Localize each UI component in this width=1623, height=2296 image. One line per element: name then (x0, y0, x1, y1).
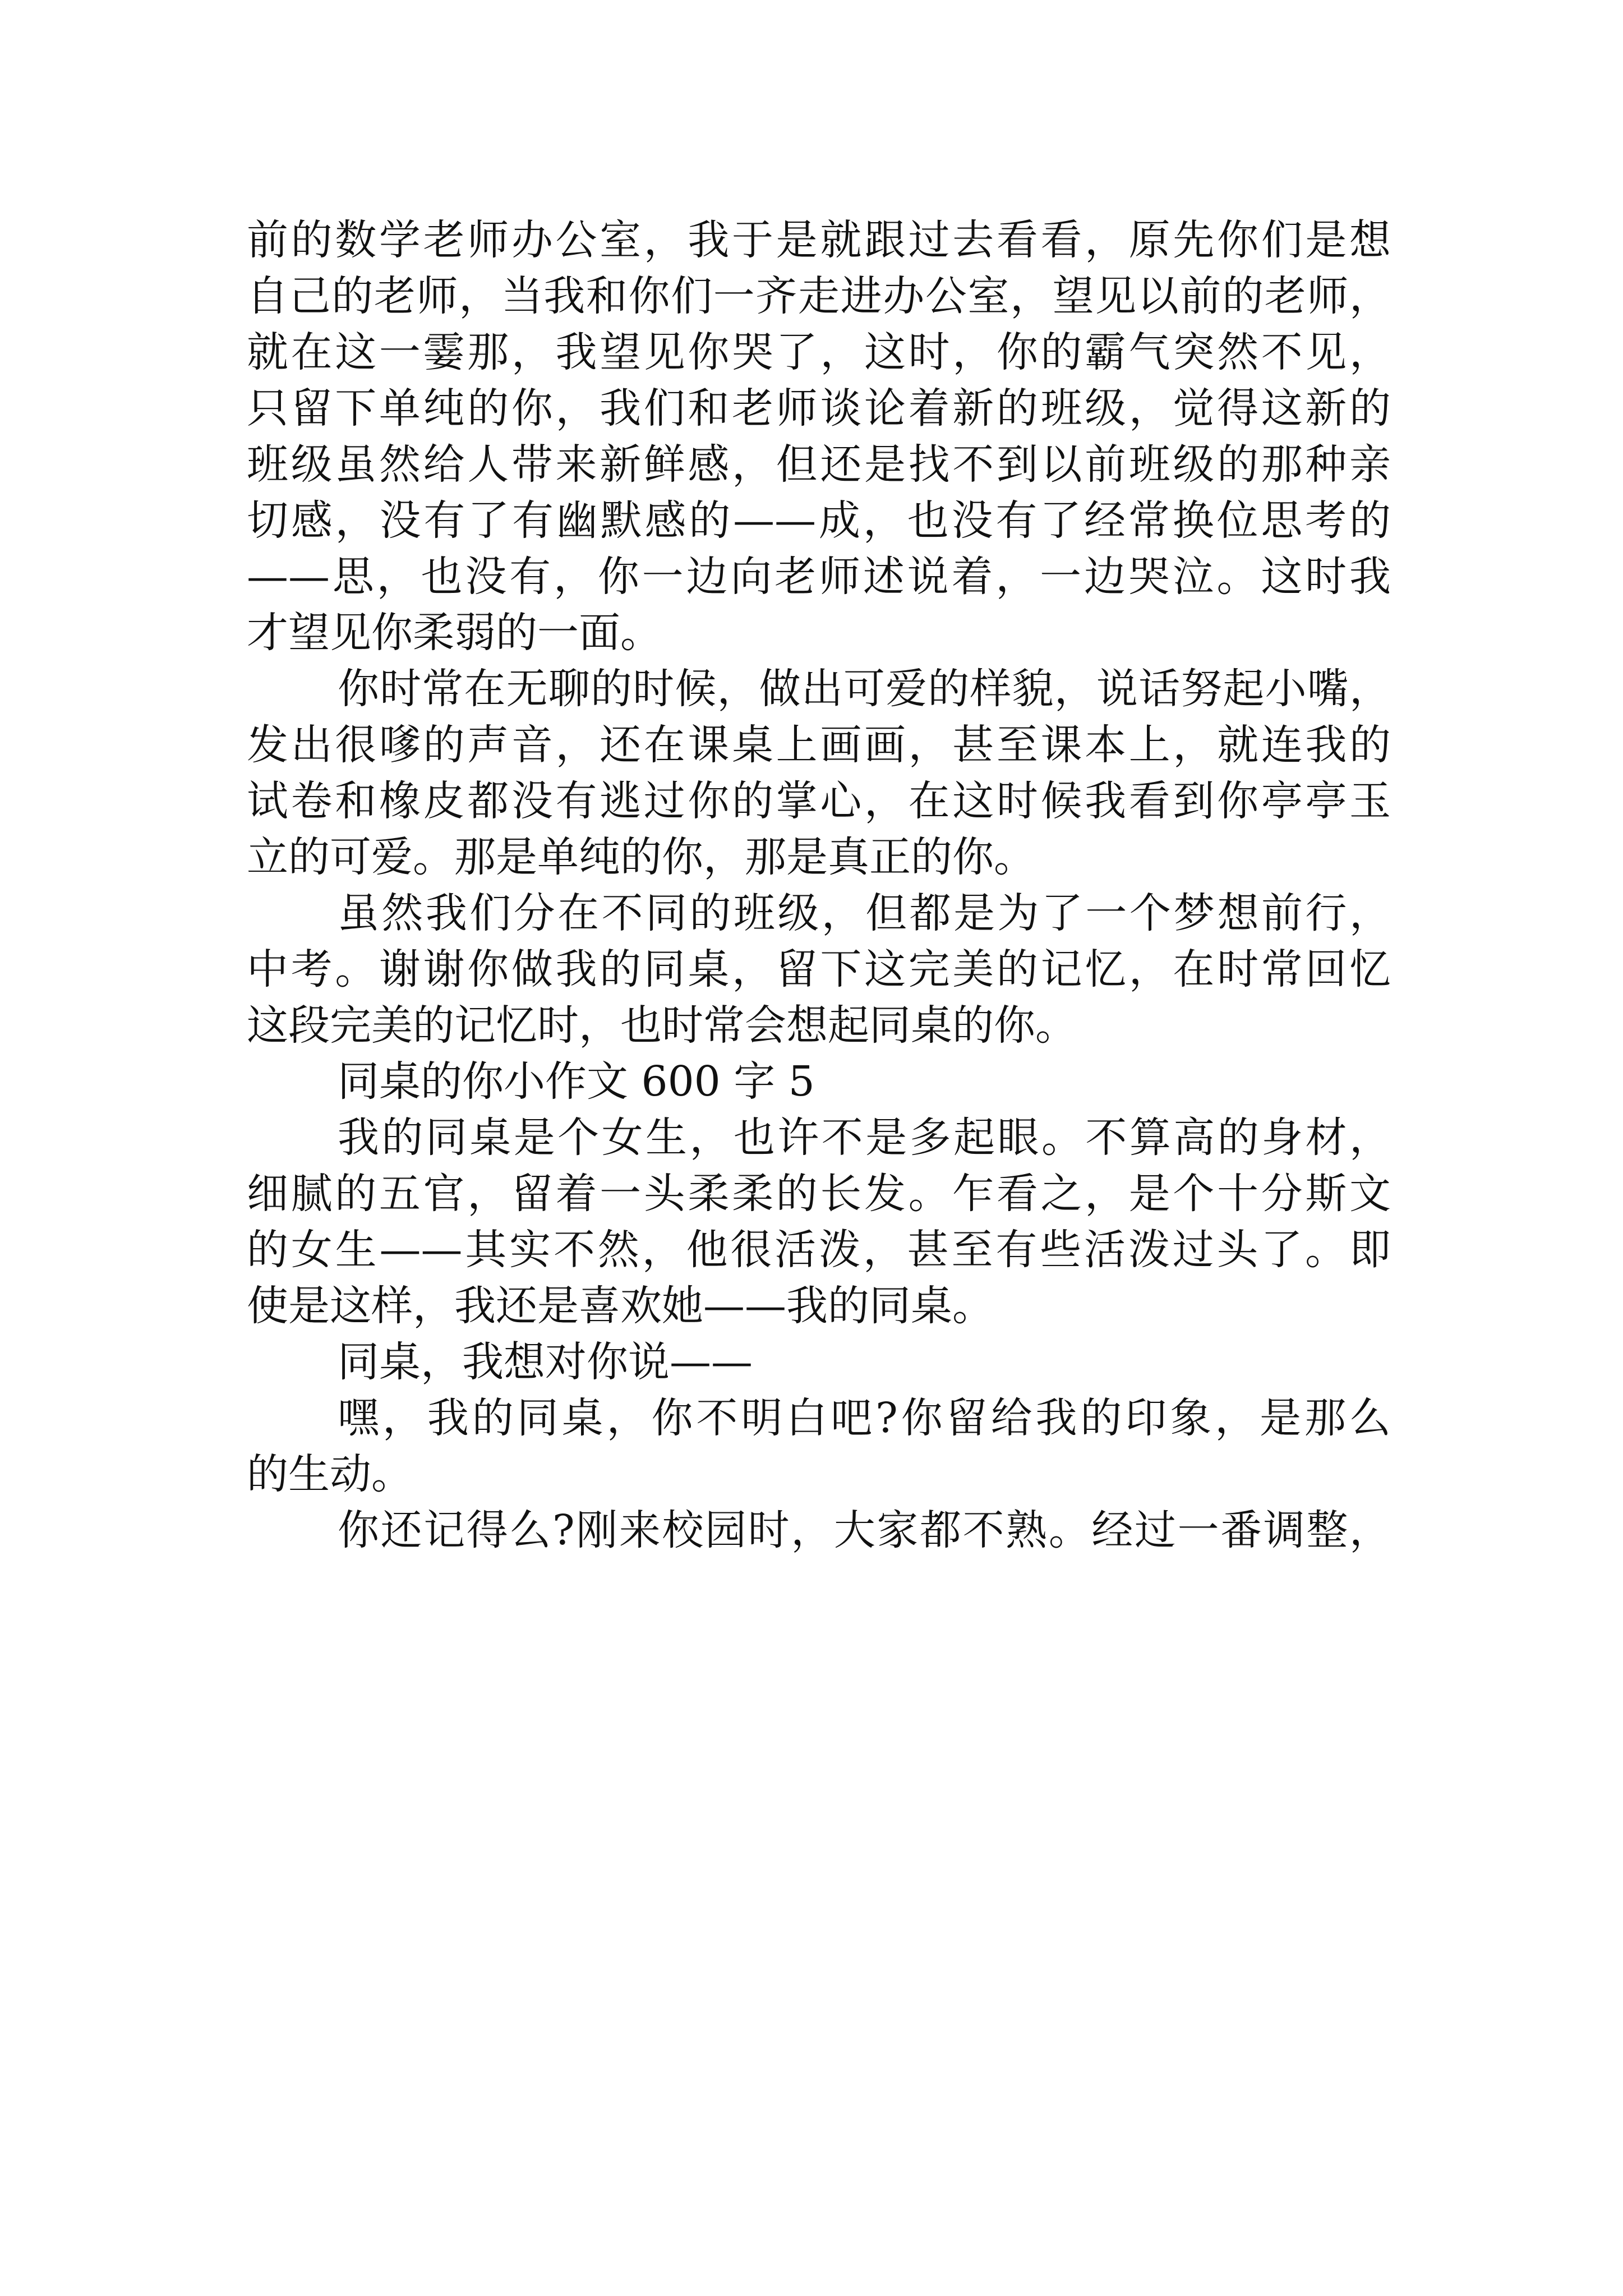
text-line: 才望见你柔弱的一面。 (247, 609, 662, 657)
paragraph-first-line: 你时常在无聊的时候，做出可爱的样貌，说话努起小嘴， (338, 665, 1391, 713)
text-line: 中考。谢谢你做我的同桌，留下这完美的记忆，在时常回忆 (247, 945, 1391, 993)
paragraph-first-line: 你还记得么?刚来校园时，大家都不熟。经过一番调整， (338, 1506, 1391, 1554)
text-line: 自己的老师，当我和你们一齐走进办公室，望见以前的老师， (247, 272, 1391, 320)
text-line: 切感，没有了有幽默感的——成，也没有了经常换位思考的 (247, 496, 1391, 545)
text-line: 使是这样，我还是喜欢她——我的同桌。 (247, 1282, 994, 1330)
text-line: 这段完美的记忆时，也时常会想起同桌的你。 (247, 1001, 1077, 1050)
text-line: 班级虽然给人带来新鲜感，但还是找不到以前班级的那种亲 (247, 440, 1391, 489)
paragraph-first-line: 虽然我们分在不同的班级，但都是为了一个梦想前行， (338, 889, 1391, 937)
text-line: ——思，也没有，你一边向老师述说着，一边哭泣。这时我 (247, 553, 1391, 601)
text-line: 立的可爱。那是单纯的你，那是真正的你。 (247, 833, 1035, 881)
paragraph-first-line: 嘿，我的同桌，你不明白吧?你留给我的印象，是那么 (338, 1394, 1391, 1442)
text-line: 试卷和橡皮都没有逃过你的掌心，在这时候我看到你亭亭玉 (247, 777, 1391, 825)
section-heading: 同桌的你小作文 600 字 5 (338, 1057, 815, 1106)
text-line: 就在这一霎那，我望见你哭了，这时，你的霸气突然不见， (247, 328, 1391, 376)
paragraph-first-line: 我的同桌是个女生，也许不是多起眼。不算高的身材， (338, 1114, 1391, 1162)
text-line: 的女生——其实不然，他很活泼，甚至有些活泼过头了。即 (247, 1226, 1391, 1274)
text-line: 只留下单纯的你，我们和老师谈论着新的班级，觉得这新的 (247, 384, 1391, 432)
text-line: 细腻的五官，留着一头柔柔的长发。乍看之，是个十分斯文 (247, 1170, 1391, 1218)
text-line: 前的数学老师办公室，我于是就跟过去看看，原先你们是想 (247, 216, 1391, 264)
text-line: 的生动。 (247, 1450, 413, 1498)
text-line: 发出很嗲的声音，还在课桌上画画，甚至课本上，就连我的 (247, 721, 1391, 769)
paragraph-first-line: 同桌，我想对你说—— (338, 1338, 753, 1386)
